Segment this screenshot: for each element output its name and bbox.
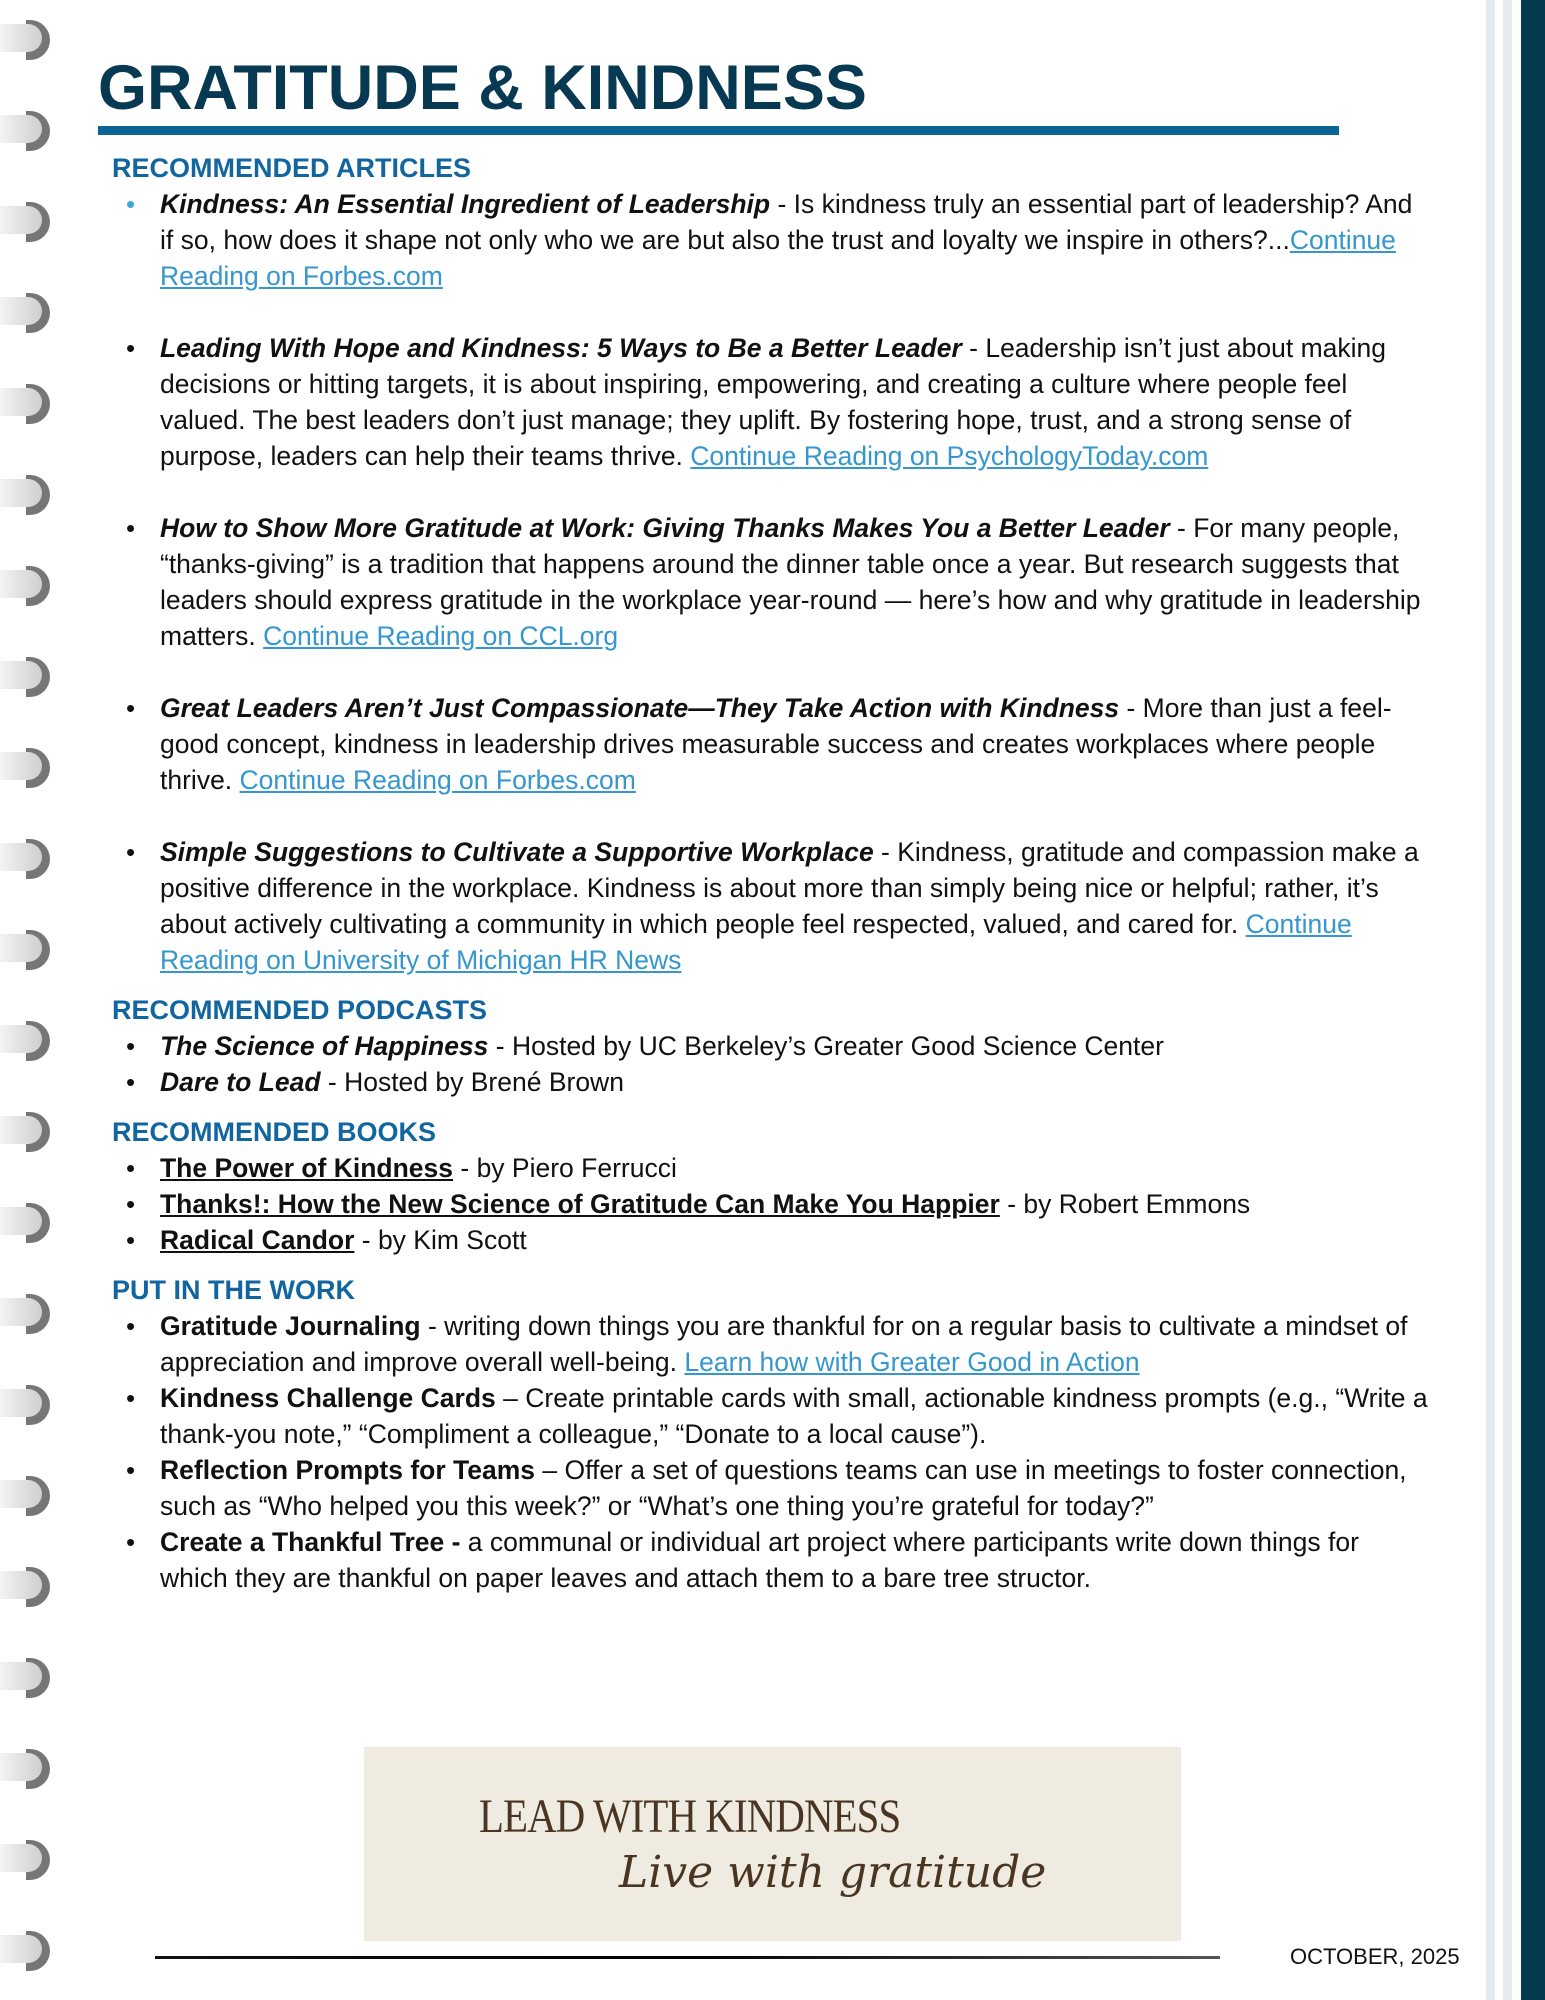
binding-ring-icon [0, 1749, 50, 1791]
articles-section [112, 150, 1432, 978]
book-item [126, 1222, 1432, 1258]
article-link[interactable]: Continue Reading on CCL.org [263, 621, 619, 651]
binding-ring-icon [0, 202, 50, 244]
binding-ring-icon [0, 475, 50, 517]
work-description: a communal or individual art project where participants write down things for which they are thankful on paper leaves and attach them to a bare tree structor. [160, 1527, 1359, 1593]
binding-ring-icon [0, 1840, 50, 1882]
binding-ring-icon [0, 1567, 50, 1609]
binding-ring-icon [0, 20, 50, 62]
spacer [112, 1100, 1432, 1114]
article-title: How to Show More Gratitude at Work: Giving Thanks Makes You a Better Leader [160, 513, 1170, 543]
podcasts-list [112, 1028, 1432, 1100]
binding-ring-icon [0, 839, 50, 881]
page-content [112, 150, 1432, 1596]
article-link[interactable]: Continue Reading on Forbes.com [239, 765, 636, 795]
bullet-icon: • [126, 1527, 136, 1557]
work-title: Gratitude Journaling [160, 1311, 421, 1341]
books-section [112, 1114, 1432, 1258]
binding-ring-icon [0, 566, 50, 608]
article-link[interactable]: Continue Reading on Forbes.com [160, 225, 1396, 291]
book-item [126, 1150, 1432, 1186]
podcast-title: Dare to Lead [160, 1067, 321, 1097]
spiral-binding [0, 0, 60, 2000]
work-list [112, 1308, 1432, 1596]
bullet-icon: • [126, 1225, 136, 1255]
bullet-icon: • [126, 333, 136, 363]
work-item [126, 1308, 1432, 1380]
bullet-icon: • [126, 189, 136, 219]
podcast-host: - Hosted by Brené Brown [320, 1067, 624, 1097]
section-heading-books: RECOMMENDED BOOKS [112, 1117, 437, 1147]
podcast-item [126, 1064, 1432, 1100]
book-title-link[interactable]: Thanks!: How the New Science of Gratitude Can Make You Happier [160, 1189, 1000, 1219]
work-title: Reflection Prompts for Teams [160, 1455, 535, 1485]
lead-with-kindness-banner [364, 1747, 1181, 1941]
binding-ring-icon [0, 1385, 50, 1427]
bullet-icon: • [126, 1031, 136, 1061]
decorative-stripe [1503, 0, 1512, 2000]
article-link[interactable]: Continue Reading on PsychologyToday.com [690, 441, 1209, 471]
spacer [112, 1258, 1432, 1272]
book-author: - by Kim Scott [354, 1225, 527, 1255]
page-title: GRATITUDE & KINDNESS [98, 53, 867, 123]
bullet-icon: • [126, 1311, 136, 1341]
books-list [112, 1150, 1432, 1258]
binding-ring-icon [0, 1112, 50, 1154]
article-title: Great Leaders Aren’t Just Compassionate—They Take Action with Kindness [160, 693, 1120, 723]
bullet-icon: • [126, 1189, 136, 1219]
work-description: – Offer a set of questions teams can use in meetings to foster connection, such as “Who helped you this week?” or “What’s one thing you’re grateful for today?” [160, 1455, 1407, 1521]
podcast-item [126, 1028, 1432, 1064]
article-description: - For many people, “thanks-giving” is a tradition that happens around the dinner table once a year. But research suggests that leaders should express gratitude in the workplace year-round — here’s how and why gratitude in leadership matters. [160, 513, 1421, 651]
binding-ring-icon [0, 1021, 50, 1063]
article-item [126, 690, 1432, 798]
section-heading-work: PUT IN THE WORK [112, 1275, 355, 1305]
work-description: – Create printable cards with small, actionable kindness prompts (e.g., “Write a thank-you note,” “Compliment a colleague,” “Donate to a local cause”). [160, 1383, 1428, 1449]
book-item [126, 1186, 1432, 1222]
binding-ring-icon [0, 1931, 50, 1973]
page-edge-bar [1521, 0, 1545, 2000]
book-title-link[interactable]: Radical Candor [160, 1225, 355, 1255]
work-link[interactable]: Learn how with Greater Good in Action [684, 1347, 1140, 1377]
article-link[interactable]: Continue Reading on University of Michigan HR News [160, 909, 1352, 975]
binding-ring-icon [0, 1476, 50, 1518]
article-description: - Is kindness truly an essential part of leadership? And if so, how does it shape not only who we are but also the trust and loyalty we inspire in others?... [160, 189, 1413, 255]
bullet-icon: • [126, 693, 136, 723]
decorative-stripe [1486, 0, 1495, 2000]
work-item [126, 1452, 1432, 1524]
footer-date: OCTOBER, 2025 [1290, 1944, 1460, 1969]
binding-ring-icon [0, 1203, 50, 1245]
banner-line1: LEAD WITH KINDNESS [479, 1790, 901, 1843]
article-title: Kindness: An Essential Ingredient of Leadership [160, 189, 771, 219]
work-title: Kindness Challenge Cards [160, 1383, 496, 1413]
work-section [112, 1272, 1432, 1596]
book-author: - by Robert Emmons [999, 1189, 1251, 1219]
article-description: - Kindness, gratitude and compassion make a positive difference in the workplace. Kindness is about more than simply being nice or helpful; rather, it’s about actively cultivating a community in which people feel respected, valued, and cared for. [160, 837, 1419, 939]
article-description: - Leadership isn’t just about making decisions or hitting targets, it is about inspiring, empowering, and creating a culture where people feel valued. The best leaders don’t just manage; they uplift. By fostering hope, trust, and a strong sense of purpose, leaders can help their teams thrive. [160, 333, 1387, 471]
banner-line2: Live with gratitude [619, 1847, 1047, 1898]
podcast-host: - Hosted by UC Berkeley’s Greater Good Science Center [488, 1031, 1164, 1061]
bullet-icon: • [126, 1153, 136, 1183]
article-item [126, 834, 1432, 978]
book-author: - by Piero Ferrucci [453, 1153, 677, 1183]
bullet-icon: • [126, 1455, 136, 1485]
bullet-icon: • [126, 513, 136, 543]
binding-ring-icon [0, 1658, 50, 1700]
podcasts-section [112, 992, 1432, 1100]
section-heading-podcasts: RECOMMENDED PODCASTS [112, 995, 488, 1025]
articles-list [112, 186, 1432, 978]
binding-ring-icon [0, 657, 50, 699]
article-item [126, 186, 1432, 294]
binding-ring-icon [0, 293, 50, 335]
article-item [126, 330, 1432, 474]
binding-ring-icon [0, 930, 50, 972]
section-heading-articles: RECOMMENDED ARTICLES [112, 153, 472, 183]
binding-ring-icon [0, 384, 50, 426]
article-title: Simple Suggestions to Cultivate a Supportive Workplace [160, 837, 874, 867]
title-divider [98, 126, 1339, 135]
spacer [112, 978, 1432, 992]
work-item [126, 1524, 1432, 1596]
binding-ring-icon [0, 1294, 50, 1336]
article-title: Leading With Hope and Kindness: 5 Ways to Be a Better Leader [160, 333, 962, 363]
footer-divider [155, 1956, 1220, 1959]
work-title: Create a Thankful Tree - [160, 1527, 461, 1557]
book-title-link[interactable]: The Power of Kindness [160, 1153, 454, 1183]
article-description: - More than just a feel-good concept, kindness in leadership drives measurable success and creates workplaces where people thrive. [160, 693, 1392, 795]
article-item [126, 510, 1432, 654]
bullet-icon: • [126, 1383, 136, 1413]
binding-ring-icon [0, 111, 50, 153]
work-description: - writing down things you are thankful for on a regular basis to cultivate a mindset of appreciation and improve overall well-being. [160, 1311, 1408, 1377]
bullet-icon: • [126, 837, 136, 867]
work-item [126, 1380, 1432, 1452]
bullet-icon: • [126, 1067, 136, 1097]
podcast-title: The Science of Happiness [160, 1031, 489, 1061]
binding-ring-icon [0, 748, 50, 790]
